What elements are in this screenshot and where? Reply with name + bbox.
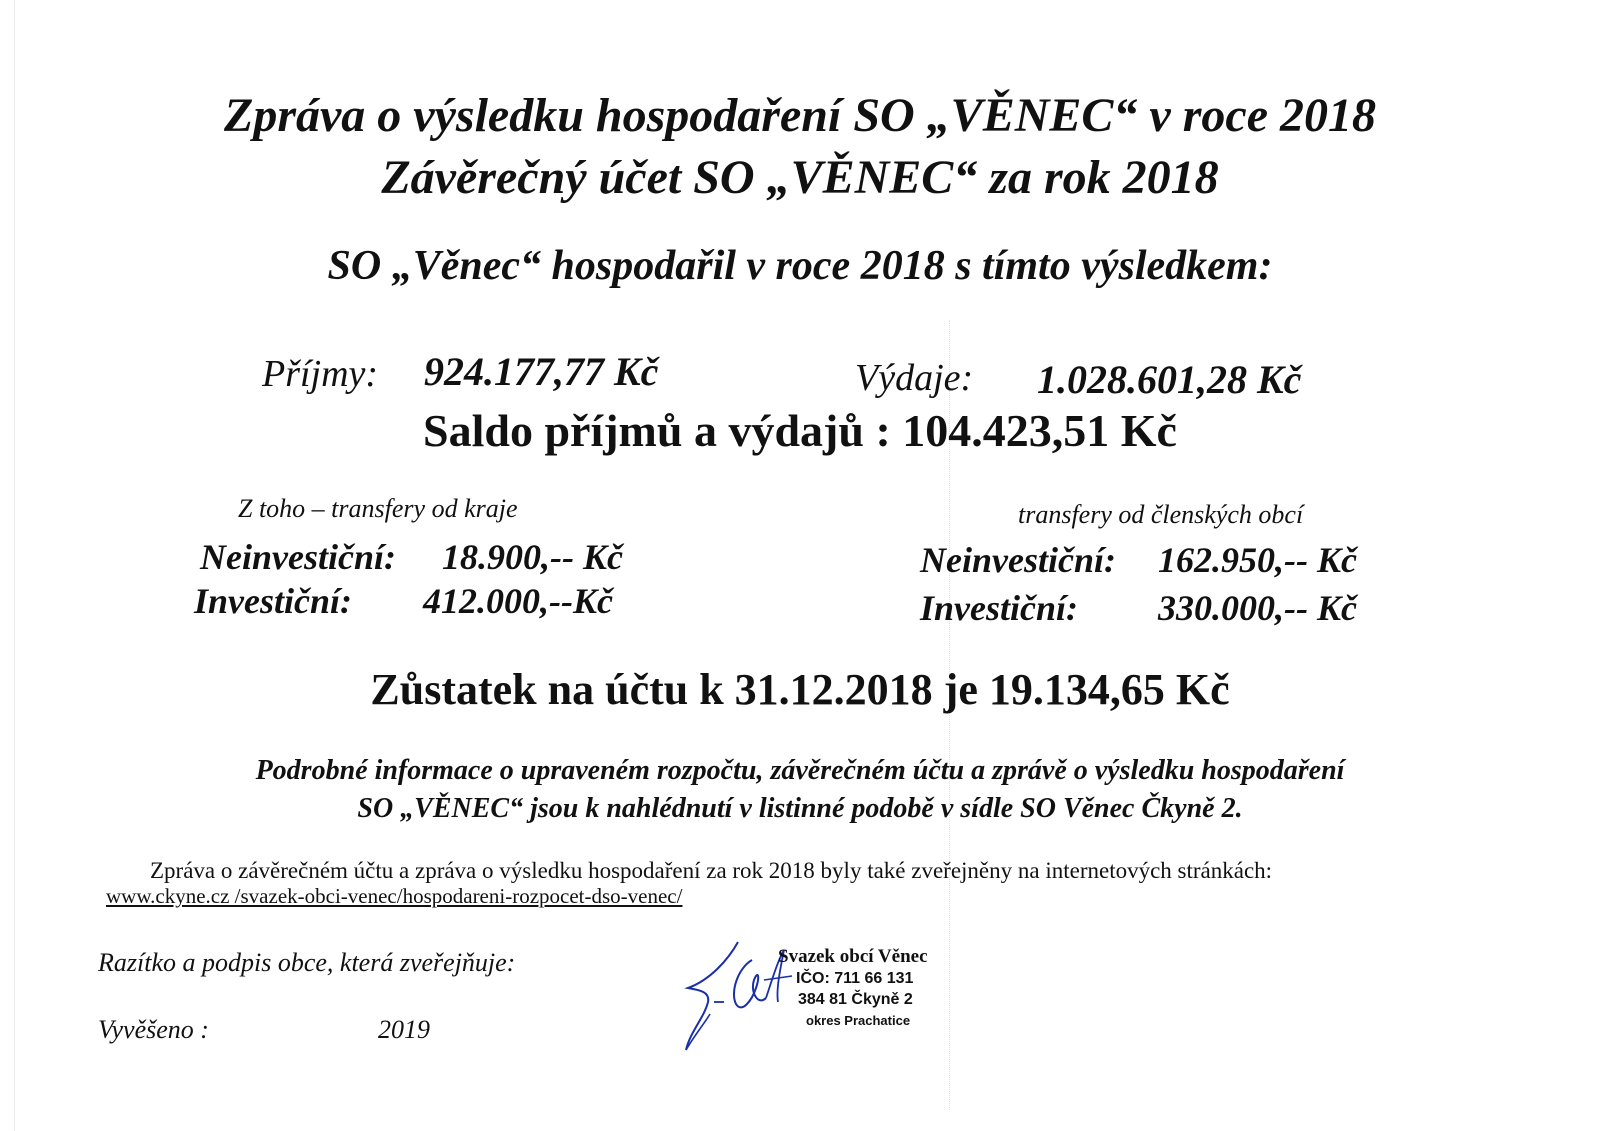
region-invest-value: 412.000,--Kč [423, 581, 613, 621]
region-noninvest-label: Neinvestiční: [200, 537, 396, 577]
stamp-signature-label: Razítko a podpis obce, která zveřejňuje: [98, 948, 516, 977]
publication-link[interactable]: www.ckyne.cz /svazek-obci-venec/hospodareni-rozpocet-dso-venec/ [106, 884, 683, 908]
document-subtitle: Závěrečný účet SO „VĚNEC“ za rok 2018 [381, 151, 1219, 204]
member-invest-value: 330.000,-- Kč [1158, 588, 1357, 628]
stamp-name: Svazek obcí Věnec [778, 946, 928, 967]
stamp-address: 384 81 Čkyně 2 [798, 991, 913, 1008]
info-line-1: Podrobné informace o upraveném rozpočtu, závěrečném účtu a zprávě o výsledku hospodaření [255, 755, 1345, 786]
publication-note: Zpráva o závěrečném účtu a zpráva o výsledku hospodaření za rok 2018 byly také zveřejněny na internetových stránkách: [150, 858, 1273, 883]
region-invest-label: Investiční: [194, 581, 352, 621]
member-transfers-heading: transfery od členských obcí [1018, 500, 1304, 529]
region-transfers-heading: Z toho – transfery od kraje [238, 494, 518, 523]
region-noninvest-value: 18.900,-- Kč [442, 537, 623, 577]
income-label: Příjmy: [262, 353, 379, 395]
intro-statement: SO „Věnec“ hospodařil v roce 2018 s tímto výsledkem: [327, 243, 1273, 289]
stamp-district: okres Prachatice [806, 1013, 911, 1028]
member-noninvest-label: Neinvestiční: [920, 540, 1116, 580]
member-invest-label: Investiční: [920, 588, 1078, 628]
account-balance: Zůstatek na účtu k 31.12.2018 je 19.134,65 Kč [370, 665, 1230, 714]
info-line-2: SO „VĚNEC“ jsou k nahlédnutí v listinné podobě v sídle SO Věnec Čkyně 2. [357, 793, 1243, 824]
income-value: 924.177,77 Kč [424, 349, 659, 394]
posted-label: Vyvěšeno : [98, 1015, 209, 1044]
saldo-line: Saldo příjmů a výdajů : 104.423,51 Kč [423, 405, 1177, 456]
posted-year: 2019 [378, 1015, 430, 1044]
expenses-value: 1.028.601,28 Kč [1037, 357, 1302, 402]
stamp-ico: IČO: 711 66 131 [796, 970, 914, 987]
expenses-label: Výdaje: [855, 357, 974, 399]
member-noninvest-value: 162.950,-- Kč [1158, 540, 1357, 580]
document-title: Zpráva o výsledku hospodaření SO „VĚNEC“ v roce 2018 [224, 89, 1376, 142]
